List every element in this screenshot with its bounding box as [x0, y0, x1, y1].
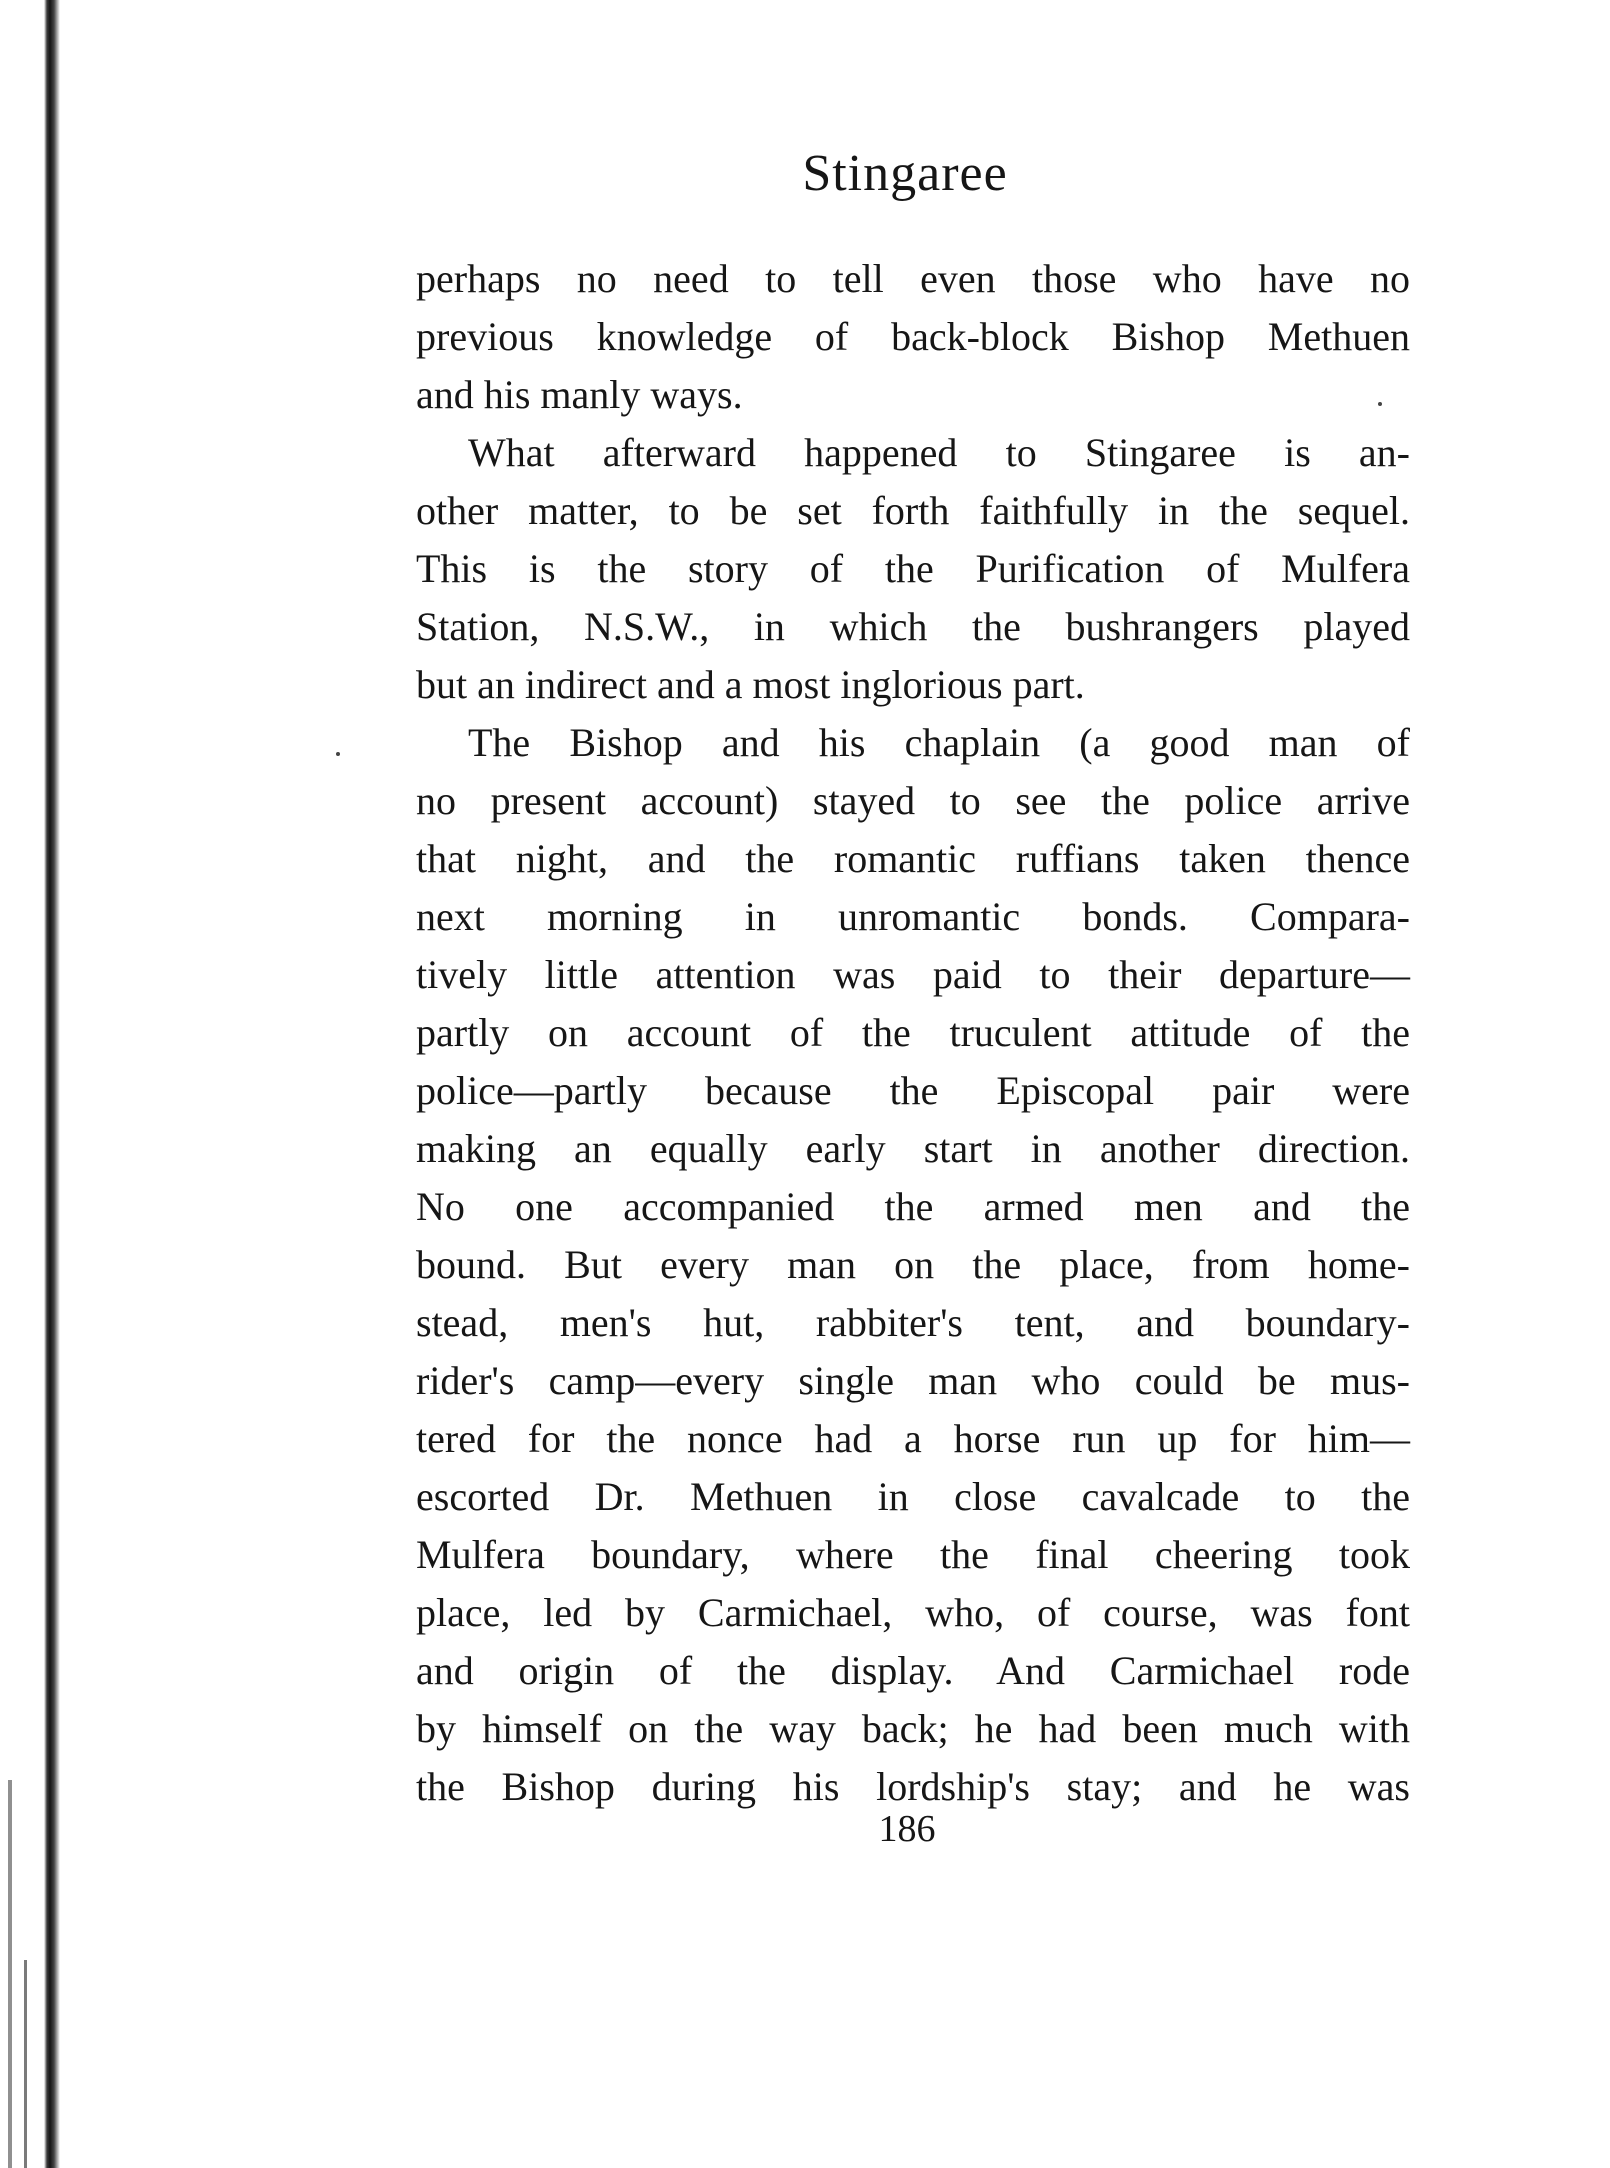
- text-line: and his manly ways.: [416, 372, 743, 417]
- paragraph: [416, 714, 1410, 1816]
- text-line: What afterward happened to Stingaree is an-: [468, 430, 1410, 475]
- text-line: stead, men's hut, rabbiter's tent, and boundary-: [416, 1300, 1410, 1345]
- text-line: making an equally early start in another direction.: [416, 1126, 1410, 1171]
- scan-speck: [1378, 402, 1382, 406]
- scanned-gutter-mark: [24, 1960, 27, 2168]
- text-line: but an indirect and a most inglorious part.: [416, 662, 1085, 707]
- text-line: tered for the nonce had a horse run up for him—: [416, 1416, 1410, 1461]
- paragraph: [416, 250, 1410, 424]
- text-line: by himself on the way back; he had been much with: [416, 1706, 1410, 1751]
- text-line: This is the story of the Purification of Mulfera: [416, 546, 1410, 591]
- text-line: next morning in unromantic bonds. Compara-: [416, 894, 1410, 939]
- text-line: Mulfera boundary, where the final cheering took: [416, 1532, 1410, 1577]
- scanned-gutter-mark: [8, 1780, 12, 2168]
- text-line: police—partly because the Episcopal pair were: [416, 1068, 1410, 1113]
- paragraph: [416, 424, 1410, 714]
- running-head: Stingaree: [802, 145, 1008, 202]
- scanned-gutter-edge: [44, 0, 62, 2168]
- text-line: no present account) stayed to see the police arrive: [416, 778, 1410, 823]
- scan-speck: [336, 752, 340, 756]
- text-line: bound. But every man on the place, from home-: [416, 1242, 1410, 1287]
- text-line: that night, and the romantic ruffians taken thence: [416, 836, 1410, 881]
- text-line: other matter, to be set forth faithfully in the sequel.: [416, 488, 1410, 533]
- text-line: The Bishop and his chaplain (a good man of: [468, 720, 1410, 765]
- text-line: place, led by Carmichael, who, of course, was font: [416, 1590, 1410, 1635]
- text-line: rider's camp—every single man who could be mus-: [416, 1358, 1410, 1403]
- text-line: No one accompanied the armed men and the: [416, 1184, 1410, 1229]
- text-line: the Bishop during his lordship's stay; and he was: [416, 1764, 1410, 1809]
- text-line: previous knowledge of back-block Bishop Methuen: [416, 314, 1410, 359]
- text-line: partly on account of the truculent attitude of the: [416, 1010, 1410, 1055]
- text-line: Station, N.S.W., in which the bushrangers played: [416, 604, 1410, 649]
- text-line: perhaps no need to tell even those who have no: [416, 256, 1410, 301]
- text-line: escorted Dr. Methuen in close cavalcade to the: [416, 1474, 1410, 1519]
- body-text: [416, 250, 1410, 1816]
- page-number: 186: [878, 1808, 936, 1850]
- text-line: tively little attention was paid to their departure—: [416, 952, 1410, 997]
- text-line: and origin of the display. And Carmichael rode: [416, 1648, 1410, 1693]
